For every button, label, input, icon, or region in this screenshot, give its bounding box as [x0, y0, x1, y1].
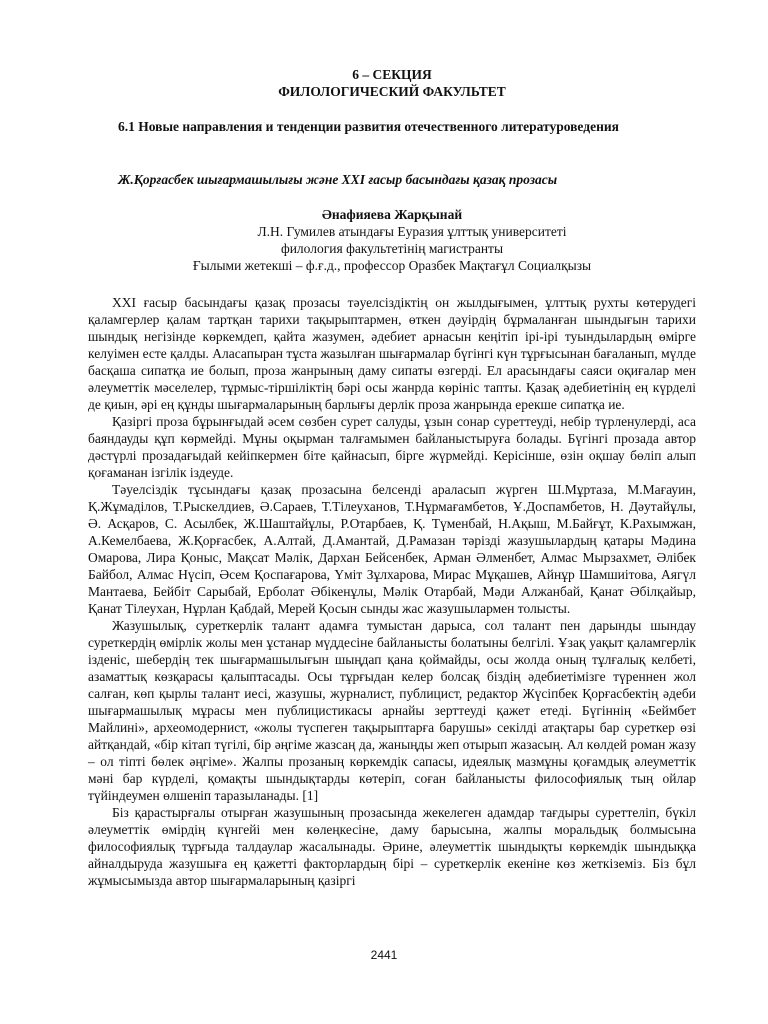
article-body [88, 294, 696, 889]
subsection-heading: 6.1 Новые направления и тенденции развития отечественного литературоведения [118, 119, 619, 134]
paragraph: XXI ғасыр басындағы қазақ прозасы тәуелсіздіктің он жылдығымен, ұлттық рухты көтерудегі қаламгерлер қалам тартқан тарихи тақырыптармен, өткен дәуірдің бұрмаланған шындығын тарихи шындық негізінде көркемдеп, қайта жазумен, әдебиет арнасын кеңітіп ірі-ірі туындылардың өмірге келуімен есте қалды. Аласапыран тұста жазылған шығармалар бүгінгі күн тұрғысынан бағаланып, мүлде басқаша сипатқа ие болып, проза жанрының даму сипаты өзгерді. Ел арасындағы саяси оқиғалар мен әлеуметтік мәселелер, тұрмыс-тіршіліктің бәрі осы жанрда көрініс тапты. Қазақ әдебиетінің ең күрделі де қиын, әрі ең құнды шығармаларының барлығы дерлік проза жанрында ерекше сипатқа ие. [88, 295, 696, 412]
affiliation-faculty: филология факультетінің магистранты [280, 241, 504, 256]
paragraph: Тәуелсіздік тұсындағы қазақ прозасына белсенді араласып жүрген Ш.Мұртаза, М.Мағауин, Қ.Жұмаділов, Т.Рыскелдиев, Ә.Сараев, Т.Тілеуханов, Т.Нұрмағамбетов, Ұ.Доспамбетов, Н. Дәутайұлы, Ә. Асқаров, С. Асылбек, Ж.Шаштайұлы, Р.Отарбаев, Қ. Түменбай, Н.Ақыш, М.Байғұт, К.Рахымжан, А.Кемелбаева, Ж.Қорғасбек, А.Алтай, Д.Амантай, Д.Рамазан тәрізді жазушылардың қатары Мәдина Омарова, Лира Қоныс, Мақсат Мәлік, Дархан Бейсенбек, Арман Әлменбет, Алмас Мырзахмет, Әлібек Байбол, Алмас Нүсіп, Әсем Қоспағарова, Үміт Зұлхарова, Мирас Мұқашев, Айнұр Шамшиітова, Аягүл Мантаева, Бейбіт Сарыбай, Ерболат Әбікенұлы, Мәлік Отарбай, Мәди Алжанбай, Қанат Әбілқайыр, Қанат Тілеухан, Нұрлан Қабдай, Мерей Қосын сынды жас жазушылармен толысты. [88, 482, 696, 616]
faculty-heading: ФИЛОЛОГИЧЕСКИЙ ФАКУЛЬТЕТ [278, 84, 506, 99]
article-title: Ж.Қорғасбек шығармашылығы және XXI ғасыр басындағы қазақ прозасы [118, 172, 558, 187]
affiliation-university: Л.Н. Гумилев атындағы Еуразия ұлттық университеті [257, 224, 567, 239]
scientific-advisor: Ғылыми жетекші – ф.ғ.д., профессор Оразбек Мақтағұл Социалқызы [192, 258, 592, 273]
paragraph: Қазіргі проза бұрынғыдай әсем сөзбен сурет салуды, ұзын сонар суреттеуді, небір түрленулерді, аса баяндауды құп көрмейді. Мұны оқырман талғамымен байланыстыруға болады. Бүгінгі прозада автор дәстүрлі прозадағыдай кейіпкермен біте қайнасып, бірге жүрмейді. Керісінше, өзін оқшау бөліп алып қоғаманан ізгілік іздеуде. [88, 414, 696, 480]
paragraph: Біз қарастырғалы отырған жазушының прозасында жекелеген адамдар тағдыры суреттеліп, бүкіл әлеуметтік өмірдің күнгейі мен көлеңкесіне, даму барысына, жалпы моральдық болмысына философиялық тұрғыда талдаулар жасалынады. Әрине, әлеуметтік шындықты көркемдік шындыққа айналдыруда жазушыға ең қажетті факторлардың бірі – суреткерлік екеніне көз жеткіземіз. Біз бұл жұмысымызда автор шығармаларының қазіргі [88, 805, 696, 888]
author-name: Әнафияева Жарқынай [321, 207, 463, 222]
section-heading: 6 – СЕКЦИЯ [352, 67, 432, 82]
document-page [88, 66, 696, 889]
paragraph: Жазушылық, суреткерлік талант адамға тумыстан дарыса, сол талант пен дарынды шындау суреткердің өмірлік жолы мен ұстанар мүддесіне байланысты болатыны белгілі. Ұзақ уақыт қаламгерлік ізденіс, шебердің тек шығармашылығын шыңдап қана қоймайды, осы жолда оның тұлғалық келбеті, азаматтық көзқарасы қалыптасады. Осы тұрғыдан келер болсақ біздің әдебиетімізге түреннен жол салған, көп қырлы талант иесі, жазушы, журналист, публицист, редактор Жүсіпбек Қорғасбектің әдеби шығармашылық мұрасы мен публицистикасы арнайы зерттеуді қажет етеді. Бүгіннің «Беймбет Майлині», археомодернист, «жолы түспеген тақырыптарға барушы» секілді атақтары бар суреткер өзі айтқандай, «бір кітап түгілі, бір әңгіме жазсаң да, жаныңды жеп отырып жазасың. Ал көлдей роман жазу – ол тіпті бөлек әңгіме». Жалпы прозаның көркемдік сапасы, идеялық мазмұны қоғамдық әлеуметтік мәні бар күрделі, қомақты шындықтарды көтеріп, соған байланысты философиялық тың ойлар түйіндеумен өлшеніп таразыланады. [1] [88, 618, 696, 803]
page-number: 2441 [370, 948, 398, 962]
